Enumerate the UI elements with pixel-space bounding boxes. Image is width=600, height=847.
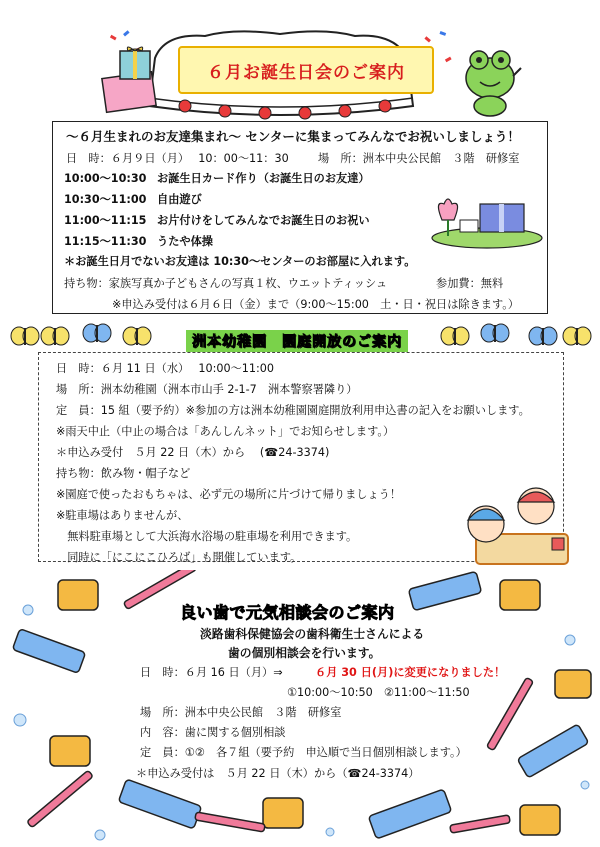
butterfly-icon <box>528 325 558 347</box>
butterfly-icon <box>440 325 470 347</box>
teeth-content: 内 容：歯に関する個別相談 <box>140 726 286 739</box>
garden-line: 定 員：15 組（要予約）※参加の方は洲本幼稚園園庭開放利用申込書の記入をお願いします。 <box>56 404 530 417</box>
teeth-place: 場 所：洲本中央公民館 ３階 研修室 <box>140 706 342 719</box>
party-note: ＊お誕生日月でないお友達は 10:30～センターのお部屋に入れます。 <box>64 255 416 268</box>
party-items: 持ち物：家族写真か子どもさんの写真１枚、ウエットティッシュ <box>64 277 388 290</box>
butterfly-icon <box>562 325 592 347</box>
schedule-time: 11:00～11:15 <box>64 214 147 227</box>
teeth-intro-2: 歯の個別相談会を行います。 <box>228 646 381 660</box>
frog-mascot-icon <box>455 40 525 120</box>
garden-line: 持ち物：飲み物・帽子など <box>56 467 191 480</box>
butterfly-icon <box>10 325 40 347</box>
teeth-date: 日 時：６月 16 日（月）⇒ <box>140 666 283 679</box>
party-title: ６月お誕生日会のご案内 <box>178 46 434 94</box>
teeth-title: 良い歯で元気相談会のご案内 <box>180 603 395 622</box>
teeth-date-change: ６月 30 日(月)に変更になりました！ <box>315 666 506 679</box>
schedule-activity: 自由遊び <box>157 193 202 206</box>
party-place: 場 所：洲本中央公民館 ３階 研修室 <box>318 152 520 165</box>
garden-line: ＊申込み受付 ５月 22 日（木）から (☎24-3374) <box>56 446 330 459</box>
party-date: 日 時：６月９日（月） 10：00～11：30 <box>66 152 289 165</box>
teeth-sessions: ①10:00～10:50 ②11:00～11:50 <box>287 686 470 699</box>
garden-line: ※駐車場はありませんが、 <box>56 509 189 522</box>
butterfly-icon <box>82 322 112 344</box>
garden-line: 場 所：洲本幼稚園（洲本市山手 2-1-7 洲本警察署隣り） <box>56 383 358 396</box>
schedule-activity: お片付けをしてみんなでお誕生日のお祝い <box>157 214 370 227</box>
teeth-capacity: 定 員：①② 各７組（要予約 申込順で当日個別相談します。） <box>140 746 467 759</box>
garden-title: 洲本幼稚園 園庭開放のご案内 <box>186 330 408 352</box>
gift-box-icon <box>100 45 170 115</box>
schedule-time: 10:00～10:30 <box>64 172 147 185</box>
schedule-time: 10:30～11:00 <box>64 193 147 206</box>
party-fee: 参加費：無料 <box>436 277 504 290</box>
butterfly-icon <box>480 322 510 344</box>
schedule-activity: うたや体操 <box>157 235 213 248</box>
children-sandbox-illustration <box>456 484 574 570</box>
party-apply: ※申込み受付は６月６日（金）まで（9:00～15:00 土・日・祝日は除きます。） <box>112 298 520 311</box>
garden-line: 日 時：６月 11 日（水） 10:00～11:00 <box>56 362 275 375</box>
schedule-time: 11:15～11:30 <box>64 235 147 248</box>
party-lead-text: ～６月生まれのお友達集まれ～ センターに集まってみんなでお祝いしましょう！ <box>66 129 520 144</box>
teeth-apply: ＊申込み受付は ５月 22 日（木）から（☎24-3374） <box>136 767 420 780</box>
teeth-intro-1: 淡路歯科保健協会の歯科衛生士さんによる <box>200 627 425 641</box>
garden-line: ※園庭で使ったおもちゃは、必ず元の場所に片づけて帰りましょう！ <box>56 488 402 501</box>
butterfly-icon <box>40 325 70 347</box>
flower-and-gift-icon <box>430 190 545 250</box>
garden-line: 同時に「にこにこひろば」も開催しています。 <box>56 551 302 564</box>
garden-line: ※雨天中止（中止の場合は「あんしんネット」でお知らせします。） <box>56 425 395 438</box>
butterfly-icon <box>122 325 152 347</box>
schedule-activity: お誕生日カード作り（お誕生日のお友達） <box>157 172 370 185</box>
garden-line: 無料駐車場として大浜海水浴場の駐車場を利用できます。 <box>56 530 358 543</box>
